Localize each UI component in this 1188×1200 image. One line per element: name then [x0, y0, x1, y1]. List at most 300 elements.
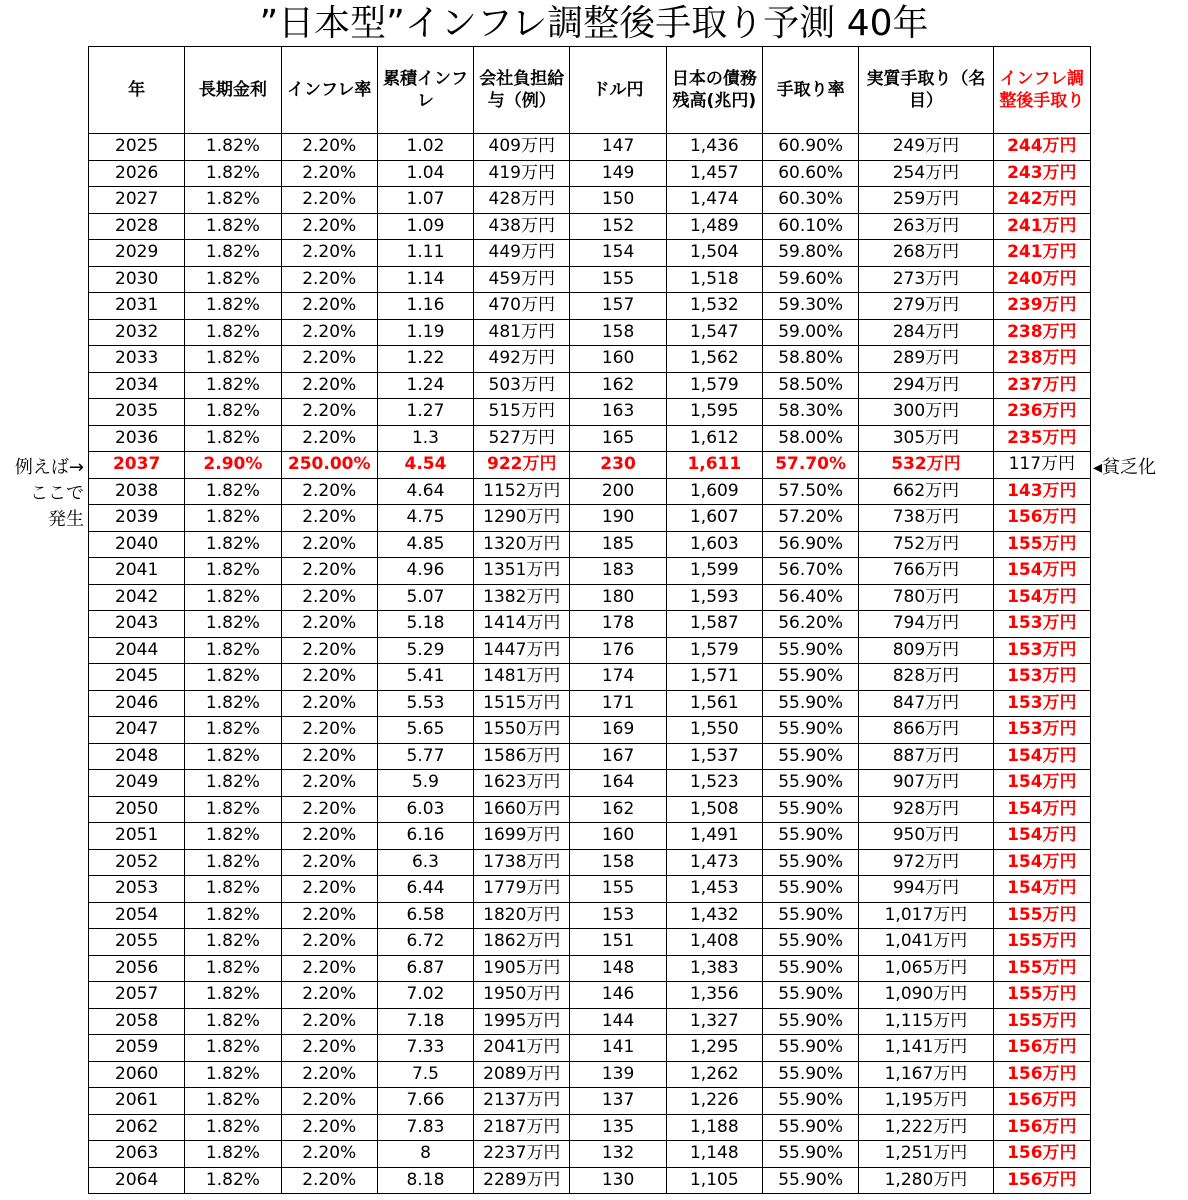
cell-japan-debt: 1,607 [666, 505, 762, 532]
cell-inflation-rate: 2.20% [281, 1167, 377, 1194]
cell-inflation-rate: 2.20% [281, 717, 377, 744]
cell-japan-debt: 1,457 [666, 160, 762, 187]
cell-usd-jpy: 146 [570, 982, 666, 1009]
cell-take-home-rate: 55.90% [762, 1167, 858, 1194]
cell-japan-debt: 1,105 [666, 1167, 762, 1194]
table-row [89, 955, 1091, 982]
cell-nominal-take-home: 994万円 [859, 876, 993, 903]
cell-usd-jpy: 160 [570, 823, 666, 850]
cell-cumulative-inflation: 6.87 [377, 955, 473, 982]
cell-inflation-rate: 2.20% [281, 425, 377, 452]
cell-inflation-adjusted-take-home: 153万円 [993, 637, 1090, 664]
cell-company-paid-salary: 1779万円 [474, 876, 570, 903]
cell-usd-jpy: 190 [570, 505, 666, 532]
cell-usd-jpy: 164 [570, 770, 666, 797]
cell-usd-jpy: 135 [570, 1114, 666, 1141]
cell-year: 2045 [89, 664, 185, 691]
cell-inflation-rate: 2.20% [281, 293, 377, 320]
cell-usd-jpy: 139 [570, 1061, 666, 1088]
cell-take-home-rate: 55.90% [762, 1008, 858, 1035]
table-row [89, 134, 1091, 161]
header-cumulative-inflation: 累積インフレ [377, 47, 473, 134]
cell-take-home-rate: 60.60% [762, 160, 858, 187]
cell-nominal-take-home: 259万円 [859, 187, 993, 214]
cell-company-paid-salary: 1382万円 [474, 584, 570, 611]
cell-cumulative-inflation: 5.9 [377, 770, 473, 797]
cell-year: 2025 [89, 134, 185, 161]
cell-nominal-take-home: 284万円 [859, 319, 993, 346]
cell-inflation-adjusted-take-home: 241万円 [993, 213, 1090, 240]
cell-nominal-take-home: 780万円 [859, 584, 993, 611]
cell-company-paid-salary: 1414万円 [474, 611, 570, 638]
cell-usd-jpy: 153 [570, 902, 666, 929]
cell-inflation-adjusted-take-home: 154万円 [993, 849, 1090, 876]
cell-japan-debt: 1,571 [666, 664, 762, 691]
cell-year: 2028 [89, 213, 185, 240]
table-row [89, 849, 1091, 876]
cell-usd-jpy: 200 [570, 478, 666, 505]
cell-long-term-rate: 1.82% [185, 849, 281, 876]
table-row [89, 982, 1091, 1009]
cell-cumulative-inflation: 1.04 [377, 160, 473, 187]
cell-inflation-rate: 2.20% [281, 266, 377, 293]
cell-cumulative-inflation: 5.77 [377, 743, 473, 770]
cell-inflation-rate: 2.20% [281, 478, 377, 505]
cell-long-term-rate: 1.82% [185, 558, 281, 585]
header-take-home-rate: 手取り率 [762, 47, 858, 134]
cell-inflation-adjusted-take-home: 154万円 [993, 743, 1090, 770]
cell-japan-debt: 1,579 [666, 372, 762, 399]
cell-nominal-take-home: 1,065万円 [859, 955, 993, 982]
cell-long-term-rate: 1.82% [185, 664, 281, 691]
table-row [89, 1008, 1091, 1035]
table-row [89, 664, 1091, 691]
cell-company-paid-salary: 1550万円 [474, 717, 570, 744]
cell-year: 2029 [89, 240, 185, 267]
cell-year: 2062 [89, 1114, 185, 1141]
header-year: 年 [89, 47, 185, 134]
cell-year: 2059 [89, 1035, 185, 1062]
cell-usd-jpy: 130 [570, 1167, 666, 1194]
table-row [89, 558, 1091, 585]
cell-inflation-adjusted-take-home: 156万円 [993, 1141, 1090, 1168]
cell-inflation-rate: 2.20% [281, 982, 377, 1009]
cell-usd-jpy: 147 [570, 134, 666, 161]
cell-take-home-rate: 60.10% [762, 213, 858, 240]
cell-long-term-rate: 1.82% [185, 690, 281, 717]
cell-long-term-rate: 1.82% [185, 213, 281, 240]
header-company-paid-salary: 会社負担給与（例） [474, 47, 570, 134]
cell-inflation-rate: 2.20% [281, 1008, 377, 1035]
cell-usd-jpy: 163 [570, 399, 666, 426]
cell-usd-jpy: 151 [570, 929, 666, 956]
table-row [89, 1088, 1091, 1115]
cell-japan-debt: 1,491 [666, 823, 762, 850]
cell-nominal-take-home: 1,222万円 [859, 1114, 993, 1141]
cell-take-home-rate: 59.00% [762, 319, 858, 346]
cell-inflation-rate: 2.20% [281, 929, 377, 956]
cell-inflation-adjusted-take-home: 155万円 [993, 929, 1090, 956]
cell-cumulative-inflation: 1.07 [377, 187, 473, 214]
cell-company-paid-salary: 409万円 [474, 134, 570, 161]
cell-usd-jpy: 185 [570, 531, 666, 558]
cell-cumulative-inflation: 4.96 [377, 558, 473, 585]
cell-inflation-rate: 2.20% [281, 876, 377, 903]
cell-long-term-rate: 1.82% [185, 929, 281, 956]
cell-cumulative-inflation: 4.64 [377, 478, 473, 505]
cell-cumulative-inflation: 5.53 [377, 690, 473, 717]
table-row [89, 1141, 1091, 1168]
cell-japan-debt: 1,579 [666, 637, 762, 664]
cell-usd-jpy: 171 [570, 690, 666, 717]
cell-cumulative-inflation: 4.75 [377, 505, 473, 532]
cell-take-home-rate: 55.90% [762, 770, 858, 797]
cell-year: 2064 [89, 1167, 185, 1194]
cell-usd-jpy: 149 [570, 160, 666, 187]
cell-company-paid-salary: 2237万円 [474, 1141, 570, 1168]
cell-nominal-take-home: 887万円 [859, 743, 993, 770]
cell-year: 2039 [89, 505, 185, 532]
cell-inflation-rate: 2.20% [281, 611, 377, 638]
cell-cumulative-inflation: 1.19 [377, 319, 473, 346]
cell-inflation-rate: 2.20% [281, 743, 377, 770]
cell-long-term-rate: 1.82% [185, 796, 281, 823]
table-header-row [89, 47, 1091, 134]
cell-year: 2037 [89, 452, 185, 479]
cell-inflation-adjusted-take-home: 155万円 [993, 1008, 1090, 1035]
cell-inflation-adjusted-take-home: 244万円 [993, 134, 1090, 161]
cell-long-term-rate: 1.82% [185, 266, 281, 293]
cell-japan-debt: 1,226 [666, 1088, 762, 1115]
page-title: ”日本型”インフレ調整後手取り予測 40年 [259, 3, 929, 44]
cell-nominal-take-home: 1,090万円 [859, 982, 993, 1009]
cell-take-home-rate: 59.30% [762, 293, 858, 320]
cell-company-paid-salary: 1623万円 [474, 770, 570, 797]
table-row [89, 240, 1091, 267]
cell-cumulative-inflation: 6.58 [377, 902, 473, 929]
cell-cumulative-inflation: 5.18 [377, 611, 473, 638]
cell-japan-debt: 1,595 [666, 399, 762, 426]
table-row [89, 293, 1091, 320]
cell-inflation-adjusted-take-home: 242万円 [993, 187, 1090, 214]
cell-nominal-take-home: 1,115万円 [859, 1008, 993, 1035]
annotation-left-line: ここで [30, 483, 84, 504]
cell-year: 2026 [89, 160, 185, 187]
cell-company-paid-salary: 1905万円 [474, 955, 570, 982]
table-row [89, 266, 1091, 293]
cell-usd-jpy: 157 [570, 293, 666, 320]
cell-take-home-rate: 58.80% [762, 346, 858, 373]
cell-long-term-rate: 1.82% [185, 876, 281, 903]
cell-company-paid-salary: 1290万円 [474, 505, 570, 532]
cell-inflation-adjusted-take-home: 155万円 [993, 982, 1090, 1009]
cell-inflation-adjusted-take-home: 155万円 [993, 531, 1090, 558]
cell-take-home-rate: 57.50% [762, 478, 858, 505]
cell-inflation-adjusted-take-home: 235万円 [993, 425, 1090, 452]
cell-inflation-adjusted-take-home: 236万円 [993, 399, 1090, 426]
cell-long-term-rate: 1.82% [185, 584, 281, 611]
cell-take-home-rate: 55.90% [762, 1088, 858, 1115]
cell-year: 2040 [89, 531, 185, 558]
cell-company-paid-salary: 438万円 [474, 213, 570, 240]
cell-inflation-adjusted-take-home: 154万円 [993, 823, 1090, 850]
cell-usd-jpy: 162 [570, 796, 666, 823]
cell-company-paid-salary: 1351万円 [474, 558, 570, 585]
cell-long-term-rate: 1.82% [185, 134, 281, 161]
cell-usd-jpy: 154 [570, 240, 666, 267]
cell-inflation-adjusted-take-home: 156万円 [993, 505, 1090, 532]
cell-company-paid-salary: 2289万円 [474, 1167, 570, 1194]
annotation-right-impoverish: ◂貧乏化 [1093, 457, 1157, 478]
cell-usd-jpy: 158 [570, 849, 666, 876]
cell-japan-debt: 1,436 [666, 134, 762, 161]
cell-company-paid-salary: 1660万円 [474, 796, 570, 823]
cell-long-term-rate: 1.82% [185, 531, 281, 558]
forecast-table [88, 46, 1091, 1194]
cell-nominal-take-home: 1,141万円 [859, 1035, 993, 1062]
table-row [89, 399, 1091, 426]
cell-cumulative-inflation: 7.83 [377, 1114, 473, 1141]
cell-nominal-take-home: 766万円 [859, 558, 993, 585]
cell-cumulative-inflation: 7.5 [377, 1061, 473, 1088]
cell-nominal-take-home: 263万円 [859, 213, 993, 240]
table-row [89, 1035, 1091, 1062]
cell-company-paid-salary: 1586万円 [474, 743, 570, 770]
cell-year: 2058 [89, 1008, 185, 1035]
cell-cumulative-inflation: 1.3 [377, 425, 473, 452]
cell-inflation-adjusted-take-home: 156万円 [993, 1061, 1090, 1088]
cell-company-paid-salary: 481万円 [474, 319, 570, 346]
table-row [89, 505, 1091, 532]
cell-long-term-rate: 1.82% [185, 823, 281, 850]
cell-cumulative-inflation: 6.44 [377, 876, 473, 903]
cell-cumulative-inflation: 5.07 [377, 584, 473, 611]
cell-inflation-adjusted-take-home: 237万円 [993, 372, 1090, 399]
cell-year: 2051 [89, 823, 185, 850]
cell-inflation-rate: 250.00% [281, 452, 377, 479]
cell-japan-debt: 1,518 [666, 266, 762, 293]
cell-company-paid-salary: 1481万円 [474, 664, 570, 691]
cell-inflation-adjusted-take-home: 156万円 [993, 1167, 1090, 1194]
cell-nominal-take-home: 1,167万円 [859, 1061, 993, 1088]
cell-company-paid-salary: 527万円 [474, 425, 570, 452]
table-row [89, 160, 1091, 187]
table-row [89, 690, 1091, 717]
cell-take-home-rate: 59.80% [762, 240, 858, 267]
cell-nominal-take-home: 809万円 [859, 637, 993, 664]
cell-inflation-rate: 2.20% [281, 1035, 377, 1062]
cell-inflation-adjusted-take-home: 156万円 [993, 1114, 1090, 1141]
cell-nominal-take-home: 300万円 [859, 399, 993, 426]
cell-nominal-take-home: 928万円 [859, 796, 993, 823]
cell-inflation-adjusted-take-home: 117万円 [993, 452, 1090, 479]
cell-year: 2053 [89, 876, 185, 903]
cell-company-paid-salary: 1820万円 [474, 902, 570, 929]
cell-take-home-rate: 58.30% [762, 399, 858, 426]
cell-year: 2057 [89, 982, 185, 1009]
cell-inflation-adjusted-take-home: 243万円 [993, 160, 1090, 187]
cell-japan-debt: 1,474 [666, 187, 762, 214]
cell-inflation-rate: 2.20% [281, 240, 377, 267]
cell-company-paid-salary: 2137万円 [474, 1088, 570, 1115]
cell-long-term-rate: 1.82% [185, 425, 281, 452]
cell-japan-debt: 1,188 [666, 1114, 762, 1141]
cell-nominal-take-home: 279万円 [859, 293, 993, 320]
cell-usd-jpy: 158 [570, 319, 666, 346]
cell-nominal-take-home: 794万円 [859, 611, 993, 638]
cell-inflation-adjusted-take-home: 153万円 [993, 690, 1090, 717]
cell-cumulative-inflation: 7.33 [377, 1035, 473, 1062]
cell-cumulative-inflation: 8 [377, 1141, 473, 1168]
cell-year: 2031 [89, 293, 185, 320]
cell-usd-jpy: 180 [570, 584, 666, 611]
cell-long-term-rate: 1.82% [185, 982, 281, 1009]
cell-take-home-rate: 57.20% [762, 505, 858, 532]
cell-long-term-rate: 2.90% [185, 452, 281, 479]
cell-cumulative-inflation: 6.72 [377, 929, 473, 956]
cell-take-home-rate: 55.90% [762, 929, 858, 956]
cell-nominal-take-home: 1,195万円 [859, 1088, 993, 1115]
cell-long-term-rate: 1.82% [185, 637, 281, 664]
cell-year: 2055 [89, 929, 185, 956]
cell-year: 2036 [89, 425, 185, 452]
cell-company-paid-salary: 449万円 [474, 240, 570, 267]
cell-cumulative-inflation: 5.65 [377, 717, 473, 744]
cell-take-home-rate: 60.30% [762, 187, 858, 214]
cell-inflation-adjusted-take-home: 155万円 [993, 955, 1090, 982]
table-row [89, 452, 1091, 479]
cell-japan-debt: 1,295 [666, 1035, 762, 1062]
cell-long-term-rate: 1.82% [185, 1114, 281, 1141]
cell-cumulative-inflation: 1.11 [377, 240, 473, 267]
cell-japan-debt: 1,599 [666, 558, 762, 585]
cell-long-term-rate: 1.82% [185, 478, 281, 505]
cell-inflation-adjusted-take-home: 156万円 [993, 1035, 1090, 1062]
cell-inflation-rate: 2.20% [281, 187, 377, 214]
cell-company-paid-salary: 1995万円 [474, 1008, 570, 1035]
cell-japan-debt: 1,537 [666, 743, 762, 770]
cell-inflation-rate: 2.20% [281, 690, 377, 717]
cell-take-home-rate: 55.90% [762, 743, 858, 770]
table-row [89, 637, 1091, 664]
cell-inflation-rate: 2.20% [281, 160, 377, 187]
cell-inflation-rate: 2.20% [281, 1061, 377, 1088]
cell-japan-debt: 1,356 [666, 982, 762, 1009]
cell-japan-debt: 1,408 [666, 929, 762, 956]
cell-inflation-adjusted-take-home: 154万円 [993, 770, 1090, 797]
cell-japan-debt: 1,550 [666, 717, 762, 744]
cell-japan-debt: 1,532 [666, 293, 762, 320]
cell-inflation-adjusted-take-home: 153万円 [993, 611, 1090, 638]
cell-usd-jpy: 155 [570, 876, 666, 903]
cell-cumulative-inflation: 4.85 [377, 531, 473, 558]
cell-take-home-rate: 58.00% [762, 425, 858, 452]
cell-long-term-rate: 1.82% [185, 1141, 281, 1168]
cell-japan-debt: 1,603 [666, 531, 762, 558]
cell-take-home-rate: 58.50% [762, 372, 858, 399]
cell-company-paid-salary: 492万円 [474, 346, 570, 373]
header-nominal-take-home: 実質手取り（名目） [859, 47, 993, 134]
cell-long-term-rate: 1.82% [185, 372, 281, 399]
cell-inflation-adjusted-take-home: 240万円 [993, 266, 1090, 293]
cell-japan-debt: 1,593 [666, 584, 762, 611]
cell-long-term-rate: 1.82% [185, 1008, 281, 1035]
cell-long-term-rate: 1.82% [185, 611, 281, 638]
cell-usd-jpy: 141 [570, 1035, 666, 1062]
cell-inflation-rate: 2.20% [281, 664, 377, 691]
cell-inflation-adjusted-take-home: 238万円 [993, 346, 1090, 373]
cell-cumulative-inflation: 6.16 [377, 823, 473, 850]
cell-inflation-adjusted-take-home: 241万円 [993, 240, 1090, 267]
cell-year: 2046 [89, 690, 185, 717]
cell-inflation-adjusted-take-home: 154万円 [993, 584, 1090, 611]
cell-company-paid-salary: 2041万円 [474, 1035, 570, 1062]
cell-inflation-rate: 2.20% [281, 1141, 377, 1168]
table-row [89, 717, 1091, 744]
cell-inflation-adjusted-take-home: 143万円 [993, 478, 1090, 505]
cell-company-paid-salary: 1862万円 [474, 929, 570, 956]
cell-nominal-take-home: 249万円 [859, 134, 993, 161]
cell-inflation-rate: 2.20% [281, 637, 377, 664]
cell-take-home-rate: 55.90% [762, 849, 858, 876]
cell-company-paid-salary: 1515万円 [474, 690, 570, 717]
cell-usd-jpy: 148 [570, 955, 666, 982]
cell-japan-debt: 1,612 [666, 425, 762, 452]
cell-company-paid-salary: 1320万円 [474, 531, 570, 558]
cell-company-paid-salary: 2187万円 [474, 1114, 570, 1141]
annotation-left-line: 例えば→ [14, 457, 84, 478]
cell-take-home-rate: 55.90% [762, 717, 858, 744]
cell-japan-debt: 1,432 [666, 902, 762, 929]
cell-nominal-take-home: 847万円 [859, 690, 993, 717]
cell-nominal-take-home: 828万円 [859, 664, 993, 691]
cell-long-term-rate: 1.82% [185, 1088, 281, 1115]
cell-company-paid-salary: 515万円 [474, 399, 570, 426]
cell-nominal-take-home: 532万円 [859, 452, 993, 479]
cell-cumulative-inflation: 7.66 [377, 1088, 473, 1115]
table-row [89, 187, 1091, 214]
cell-year: 2052 [89, 849, 185, 876]
cell-inflation-rate: 2.20% [281, 399, 377, 426]
cell-inflation-rate: 2.20% [281, 319, 377, 346]
cell-inflation-adjusted-take-home: 155万円 [993, 902, 1090, 929]
cell-inflation-rate: 2.20% [281, 823, 377, 850]
cell-year: 2048 [89, 743, 185, 770]
cell-year: 2042 [89, 584, 185, 611]
cell-inflation-rate: 2.20% [281, 584, 377, 611]
cell-nominal-take-home: 662万円 [859, 478, 993, 505]
cell-cumulative-inflation: 8.18 [377, 1167, 473, 1194]
cell-japan-debt: 1,262 [666, 1061, 762, 1088]
cell-company-paid-salary: 922万円 [474, 452, 570, 479]
table-row [89, 796, 1091, 823]
table-row [89, 770, 1091, 797]
cell-inflation-rate: 2.20% [281, 213, 377, 240]
cell-take-home-rate: 55.90% [762, 902, 858, 929]
cell-year: 2033 [89, 346, 185, 373]
cell-usd-jpy: 167 [570, 743, 666, 770]
cell-inflation-rate: 2.20% [281, 134, 377, 161]
header-inflation-adjusted-take-home: インフレ調整後手取り [993, 47, 1090, 134]
cell-company-paid-salary: 1950万円 [474, 982, 570, 1009]
cell-nominal-take-home: 738万円 [859, 505, 993, 532]
cell-cumulative-inflation: 5.29 [377, 637, 473, 664]
cell-japan-debt: 1,561 [666, 690, 762, 717]
cell-cumulative-inflation: 1.22 [377, 346, 473, 373]
table-row [89, 929, 1091, 956]
cell-inflation-rate: 2.20% [281, 558, 377, 585]
cell-company-paid-salary: 470万円 [474, 293, 570, 320]
